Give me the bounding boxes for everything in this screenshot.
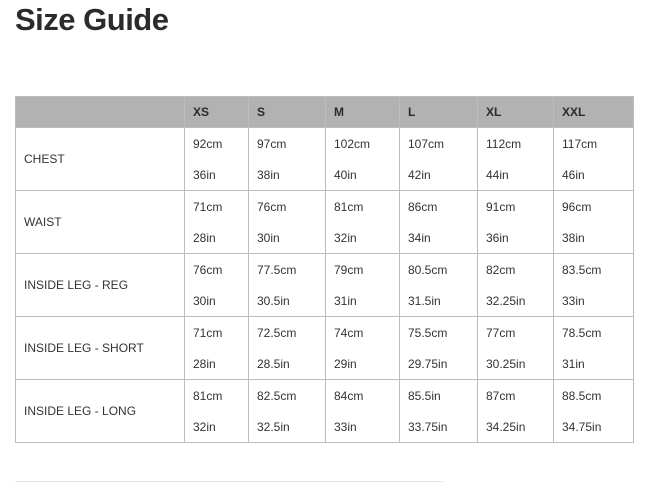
- inch-value: 42in: [408, 168, 431, 182]
- size-cell: [400, 380, 478, 443]
- size-header-xs: XS: [185, 97, 249, 128]
- inch-value: 44in: [486, 168, 509, 182]
- cm-value: 71cm: [193, 200, 223, 214]
- cm-value: 75.5cm: [408, 326, 448, 340]
- size-cell: [554, 128, 634, 191]
- table-row-inside-leg-short: [16, 317, 634, 380]
- size-cell: [326, 128, 400, 191]
- measurement-label: CHEST: [16, 128, 185, 191]
- inch-value: 28.5in: [257, 357, 290, 371]
- cm-value: 85.5in: [408, 389, 441, 403]
- size-cell: [554, 254, 634, 317]
- inch-value: 36in: [486, 231, 509, 245]
- cm-value: 77.5cm: [257, 263, 297, 277]
- cm-value: 96cm: [562, 200, 592, 214]
- inch-value: 40in: [334, 168, 357, 182]
- size-table: [15, 96, 634, 443]
- size-cell: [478, 254, 554, 317]
- inch-value: 46in: [562, 168, 585, 182]
- size-cell: [478, 128, 554, 191]
- table-row-inside-leg-reg: [16, 254, 634, 317]
- cm-value: 84cm: [334, 389, 364, 403]
- cm-value: 87cm: [486, 389, 516, 403]
- table-row-waist: [16, 191, 634, 254]
- cm-value: 76cm: [193, 263, 223, 277]
- cm-value: 80.5cm: [408, 263, 448, 277]
- cm-value: 91cm: [486, 200, 516, 214]
- inch-value: 38in: [562, 231, 585, 245]
- inch-value: 29.75in: [408, 357, 448, 371]
- size-cell: [185, 254, 249, 317]
- cm-value: 81cm: [193, 389, 223, 403]
- cm-value: 117cm: [562, 137, 598, 151]
- size-cell: [554, 380, 634, 443]
- header-corner-cell: [16, 97, 185, 128]
- size-cell: [185, 317, 249, 380]
- inch-value: 33.75in: [408, 420, 448, 434]
- inch-value: 33in: [562, 294, 585, 308]
- cm-value: 88.5cm: [562, 389, 602, 403]
- measurement-label: INSIDE LEG - REG: [16, 254, 185, 317]
- size-cell: [249, 317, 326, 380]
- inch-value: 31in: [334, 294, 357, 308]
- measurement-label: INSIDE LEG - LONG: [16, 380, 185, 443]
- inch-value: 28in: [193, 357, 216, 371]
- cm-value: 102cm: [334, 137, 371, 151]
- cm-value: 79cm: [334, 263, 364, 277]
- size-cell: [326, 191, 400, 254]
- size-cell: [185, 191, 249, 254]
- size-cell: [400, 254, 478, 317]
- table-row-inside-leg-long: [16, 380, 634, 443]
- cm-value: 78.5cm: [562, 326, 602, 340]
- size-cell: [554, 317, 634, 380]
- inch-value: 36in: [193, 168, 216, 182]
- inch-value: 31.5in: [408, 294, 441, 308]
- size-cell: [326, 317, 400, 380]
- cm-value: 97cm: [257, 137, 287, 151]
- inch-value: 30.5in: [257, 294, 290, 308]
- page-title: Size Guide: [15, 2, 169, 37]
- inch-value: 30in: [257, 231, 280, 245]
- size-cell: [478, 380, 554, 443]
- cm-value: 82cm: [486, 263, 516, 277]
- table-row-chest: [16, 128, 634, 191]
- size-cell: [554, 191, 634, 254]
- size-cell: [185, 128, 249, 191]
- size-cell: [400, 128, 478, 191]
- cm-value: 86cm: [408, 200, 438, 214]
- inch-value: 34in: [408, 231, 431, 245]
- inch-value: 38in: [257, 168, 280, 182]
- size-header-m: M: [326, 97, 400, 128]
- inch-value: 32.5in: [257, 420, 290, 434]
- cm-value: 81cm: [334, 200, 364, 214]
- inch-value: 30.25in: [486, 357, 526, 371]
- cm-value: 107cm: [408, 137, 445, 151]
- header-row: [16, 97, 634, 128]
- size-header-l: L: [400, 97, 478, 128]
- size-cell: [326, 380, 400, 443]
- footer-divider: [15, 481, 443, 482]
- inch-value: 30in: [193, 294, 216, 308]
- cm-value: 76cm: [257, 200, 287, 214]
- size-cell: [326, 254, 400, 317]
- size-cell: [478, 191, 554, 254]
- size-cell: [400, 317, 478, 380]
- inch-value: 32.25in: [486, 294, 526, 308]
- inch-value: 34.75in: [562, 420, 602, 434]
- cm-value: 71cm: [193, 326, 223, 340]
- size-header-xl: XL: [478, 97, 554, 128]
- inch-value: 29in: [334, 357, 357, 371]
- size-cell: [249, 254, 326, 317]
- cm-value: 74cm: [334, 326, 364, 340]
- cm-value: 112cm: [486, 137, 522, 151]
- size-cell: [478, 317, 554, 380]
- size-header-s: S: [249, 97, 326, 128]
- cm-value: 82.5cm: [257, 389, 297, 403]
- inch-value: 34.25in: [486, 420, 526, 434]
- size-cell: [185, 380, 249, 443]
- size-header-xxl: XXL: [554, 97, 634, 128]
- size-cell: [249, 191, 326, 254]
- inch-value: 33in: [334, 420, 357, 434]
- inch-value: 32in: [334, 231, 357, 245]
- cm-value: 72.5cm: [257, 326, 297, 340]
- inch-value: 32in: [193, 420, 216, 434]
- size-cell: [400, 191, 478, 254]
- measurement-label: INSIDE LEG - SHORT: [16, 317, 185, 380]
- size-cell: [249, 128, 326, 191]
- cm-value: 77cm: [486, 326, 516, 340]
- inch-value: 31in: [562, 357, 585, 371]
- cm-value: 92cm: [193, 137, 223, 151]
- inch-value: 28in: [193, 231, 216, 245]
- cm-value: 83.5cm: [562, 263, 602, 277]
- measurement-label: WAIST: [16, 191, 185, 254]
- size-cell: [249, 380, 326, 443]
